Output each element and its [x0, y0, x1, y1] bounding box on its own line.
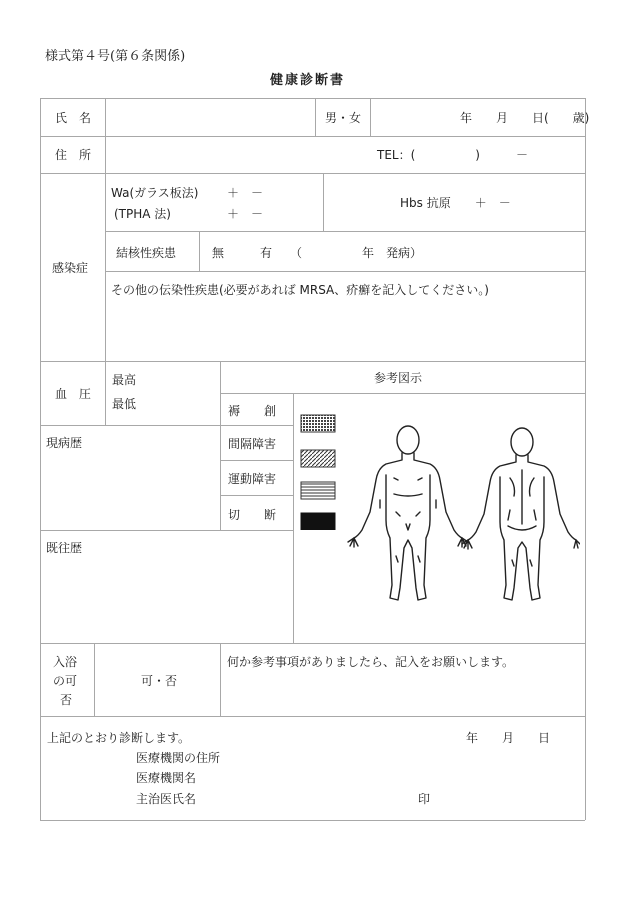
past-history-label: 既往歴 [46, 541, 83, 555]
legend-swatch-motor [301, 482, 335, 499]
infection-label: 感染症 [52, 261, 89, 275]
wa-result[interactable]: ＋ － [227, 186, 264, 200]
bathing-value[interactable]: 可・否 [141, 674, 178, 688]
body-front-figure [348, 426, 468, 600]
diagnosis-statement: 上記のとおり診断します。 [47, 731, 191, 745]
hbs-antigen[interactable]: Hbs 抗原 ＋ － [400, 196, 511, 210]
reference-figure-label: 参考図示 [374, 371, 423, 385]
past-history-field[interactable] [41, 558, 291, 642]
diagnosis-date[interactable]: 年 月 日 [466, 731, 551, 745]
bp-low-label: 最低 [112, 397, 137, 411]
birth-date-field[interactable]: 年 月 日( 歳) [460, 111, 590, 125]
tpha-result[interactable]: ＋ － [227, 207, 264, 221]
tel-field[interactable]: TEL：( ) － [377, 148, 528, 162]
notes-field[interactable] [221, 672, 584, 715]
other-infection-field[interactable] [106, 300, 584, 360]
present-illness-field[interactable] [41, 452, 219, 528]
other-infection-label: その他の伝染性疾患(必要があれば MRSA、疥癬を記入してください。) [111, 283, 489, 297]
legend-swatch-sensory [301, 450, 335, 467]
wa-label: Wa(ガラス板法) [111, 186, 199, 200]
blood-pressure-label: 血 圧 [55, 387, 92, 401]
bp-high-label: 最高 [112, 373, 137, 387]
body-diagram[interactable] [340, 420, 580, 610]
gender-select[interactable]: 男・女 [325, 111, 362, 125]
name-label: 氏 名 [55, 111, 92, 125]
bathing-label-line3: 否 [60, 693, 73, 707]
seal-mark: 印 [418, 792, 431, 806]
form-number: 様式第４号(第６条関係) [45, 49, 186, 64]
tb-label: 結核性疾患 [116, 246, 177, 260]
institution-name-label: 医療機関名 [136, 771, 197, 785]
institution-address-label: 医療機関の住所 [136, 751, 221, 765]
legend-label-amputation: 切 断 [228, 508, 277, 522]
address-label: 住 所 [55, 148, 92, 162]
bathing-label-line1: 入浴 [53, 655, 78, 669]
legend-label-motor: 運動障害 [228, 472, 277, 486]
present-illness-label: 現病歴 [46, 436, 83, 450]
tb-value[interactable]: 無 有 （ 年 発病） [212, 246, 423, 260]
tpha-label: (TPHA 法) [114, 207, 171, 221]
doctor-name-label: 主治医氏名 [136, 792, 197, 806]
name-field[interactable] [106, 99, 314, 135]
page-title: 健康診断書 [270, 73, 346, 88]
legend-label-bedsore: 褥 創 [228, 404, 277, 418]
legend-swatch-amputation [301, 513, 335, 530]
legend-swatch-bedsore [301, 415, 335, 432]
legend-swatches [300, 414, 338, 530]
bathing-label-line2: の可 [53, 674, 78, 688]
address-field[interactable] [106, 137, 366, 172]
body-back-figure [462, 428, 580, 600]
notes-label: 何か参考事項がありましたら、記入をお願いします。 [227, 655, 515, 669]
legend-label-sensory: 間隔障害 [228, 437, 277, 451]
